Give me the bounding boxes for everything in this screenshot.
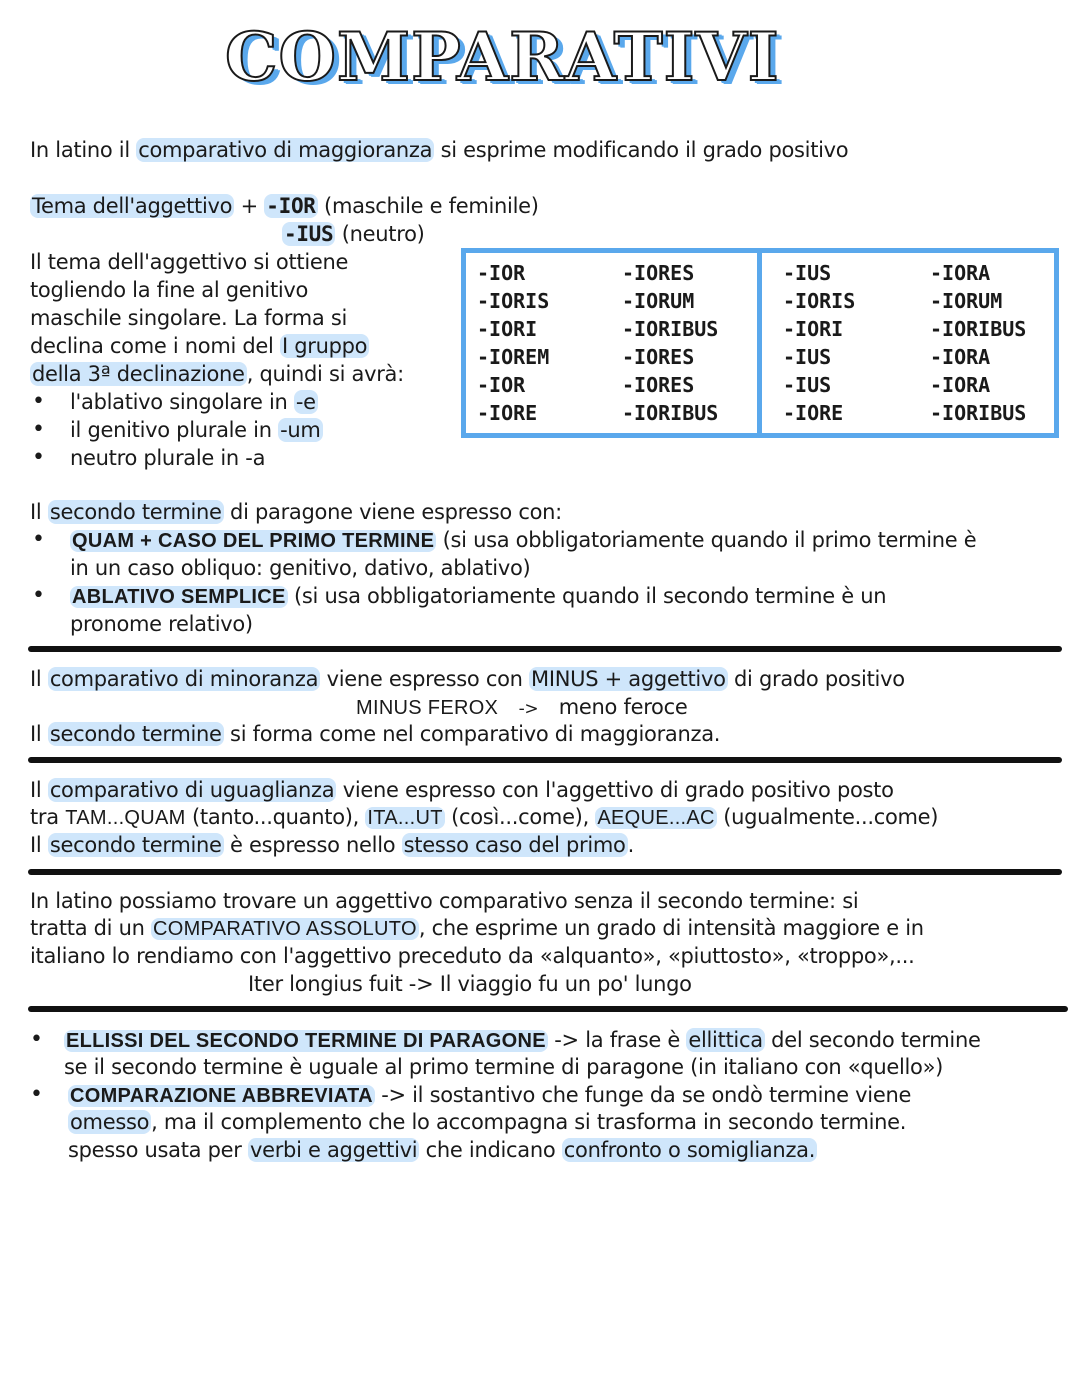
table-divider <box>757 248 762 438</box>
minoranza-pre: Il <box>30 667 48 691</box>
abbreviata-line-3 <box>68 1136 817 1164</box>
minus-aggettivo-highlight: MINUS + aggettivo <box>531 667 726 691</box>
uguaglianza-l3-mid: è espresso nello <box>223 833 402 857</box>
table-cell: -IORI <box>477 317 538 341</box>
abbreviata-line-2 <box>68 1108 906 1136</box>
table-cell: -IORUM <box>622 289 695 313</box>
assoluto-pre: tratta di un <box>30 916 151 940</box>
table-cell: -IORES <box>622 261 695 285</box>
ellissi-line-2: se il secondo termine è uguale al primo termine di paragone (in italiano con «quello») <box>64 1055 944 1079</box>
intro-text-end: si esprime modificando il grado positivo <box>434 138 849 162</box>
confronto-highlight: confronto o somiglianza. <box>563 1138 816 1162</box>
table-cell: -IORIBUS <box>622 401 719 425</box>
secondo-heading <box>30 498 562 526</box>
aeque-ac: AEQUE...AC <box>597 807 715 829</box>
abbreviata-l3-mid: che indicano <box>419 1138 562 1162</box>
tema-ius: -IUS <box>284 222 334 246</box>
divider <box>28 646 1062 652</box>
tema-desc-4 <box>30 332 369 360</box>
tema-bullet-1-text: l'ablativo singolare in <box>70 390 294 414</box>
tanto-quanto: (tanto...quanto), <box>185 805 366 829</box>
tema-desc-1: Il tema dell'aggettivo si ottiene <box>30 250 349 274</box>
uguaglianza-pre: Il <box>30 778 48 802</box>
tema-desc-3: maschile singolare. La forma si <box>30 306 348 330</box>
uguaglianza-post: viene espresso con l'aggettivo di grado positivo posto <box>336 778 894 802</box>
table-cell: -IORI <box>783 317 844 341</box>
tam-quam: TAM...QUAM <box>65 807 186 829</box>
bullet-icon: • <box>32 445 45 470</box>
divider <box>28 1006 1068 1012</box>
table-cell: -IORIBUS <box>622 317 719 341</box>
table-cell: -IORIS <box>477 289 550 313</box>
assoluto-post: , che esprime un grado di intensità maggiore e in <box>418 916 924 940</box>
assoluto-line-2 <box>30 914 924 943</box>
uguaglianza-l3-highlight: secondo termine <box>49 833 222 857</box>
bullet-icon: • <box>30 1027 43 1052</box>
minoranza-l3-post: si forma come nel comparativo di maggioranza. <box>223 722 721 746</box>
tema-bullet-3: neutro plurale in -a <box>70 446 266 470</box>
ellissi-label: ELLISSI DEL SECONDO TERMINE DI PARAGONE <box>66 1030 546 1052</box>
table-cell: -IORA <box>930 345 991 369</box>
table-cell: -IORE <box>783 401 844 425</box>
quam-label: QUAM + CASO DEL PRIMO TERMINE <box>72 530 435 552</box>
ellissi-mid: -> la frase è <box>547 1028 687 1052</box>
table-cell: -IORIBUS <box>930 401 1027 425</box>
minoranza-line-3 <box>30 720 720 748</box>
stesso-caso-highlight: stesso caso del primo <box>403 833 626 857</box>
uguaglianza-line-2 <box>30 803 938 832</box>
secondo-bullet-2 <box>70 582 886 611</box>
table-cell: -IUS <box>783 345 832 369</box>
tema-desc-5 <box>30 360 404 388</box>
tema-bullet-2-text: il genitivo plurale in <box>70 418 279 442</box>
tema-desc-5-highlight: della 3ª declinazione <box>32 362 245 386</box>
intro-text: In latino il <box>30 138 137 162</box>
secondo-pre: Il <box>30 500 48 524</box>
secondo-bullet-1 <box>70 526 976 555</box>
table-cell: -IORUM <box>930 289 1003 313</box>
meno-feroce: meno feroce <box>558 695 688 719</box>
bullet-icon: • <box>30 1082 43 1107</box>
abbreviata-l3-pre: spesso usata per <box>68 1138 248 1162</box>
intro-highlight: comparativo di maggioranza <box>138 138 433 162</box>
quam-rest: (si usa obbligatoriamente quando il primo termine è <box>436 528 977 552</box>
tema-ior-note: (maschile e feminile) <box>324 194 539 218</box>
uguaglianza-line <box>30 776 894 804</box>
abbreviata-l2-post: , ma il complemento che lo accompagna si trasforma in secondo termine. <box>151 1110 907 1134</box>
bullet-icon: • <box>32 527 45 552</box>
table-cell: -IORE <box>477 401 538 425</box>
secondo-bullet-1-l2: in un caso obliquo: genitivo, dativo, ablativo) <box>70 556 531 580</box>
assoluto-line-3: italiano lo rendiamo con l'aggettivo preceduto da «alquanto», «piuttosto», «troppo»,... <box>30 944 915 968</box>
tema-ior: -IOR <box>266 194 316 218</box>
table-cell: -IORA <box>930 373 991 397</box>
uguaglianza-l3-pre: Il <box>30 833 48 857</box>
table-cell: -IOR <box>477 261 526 285</box>
uguaglianza-highlight: comparativo di uguaglianza <box>49 778 335 802</box>
tema-ius-note: (neutro) <box>341 222 425 246</box>
table-cell: -IORIBUS <box>930 317 1027 341</box>
uguaglianza-tra: tra <box>30 805 66 829</box>
table-cell: -IOREM <box>477 345 550 369</box>
assoluto-example: Iter longius fuit -> Il viaggio fu un po' lungo <box>248 972 692 996</box>
bullet-icon: • <box>32 583 45 608</box>
tema-bullet-1-highlight: -e <box>295 390 316 414</box>
ellissi-line-1 <box>64 1026 981 1055</box>
minoranza-l3-pre: Il <box>30 722 48 746</box>
ellissi-post: del secondo termine <box>764 1028 981 1052</box>
tema-ius-line <box>282 220 425 248</box>
assoluto-line-1: In latino possiamo trovare un aggettivo comparativo senza il secondo termine: si <box>30 889 859 913</box>
tema-label: Tema dell'aggettivo <box>32 194 233 218</box>
ugualmente-come: (ugualmente...come) <box>716 805 939 829</box>
uguaglianza-line-3 <box>30 831 634 859</box>
tema-bullet-2 <box>70 416 323 444</box>
secondo-post: di paragone viene espresso con: <box>223 500 562 524</box>
table-cell: -IORA <box>930 261 991 285</box>
abbreviata-post: -> il sostantivo che funge da se ondò termine viene <box>374 1083 912 1107</box>
tema-desc-4-highlight: I gruppo <box>281 334 368 358</box>
page-title: COMPARATIVI <box>225 18 780 96</box>
abbreviata-label: COMPARAZIONE ABBREVIATA <box>70 1085 373 1107</box>
tema-desc-5-text: , quindi si avrà: <box>246 362 404 386</box>
table-cell: -IUS <box>783 261 832 285</box>
table-cell: -IUS <box>783 373 832 397</box>
minoranza-l3-highlight: secondo termine <box>49 722 222 746</box>
table-cell: -IORIS <box>783 289 856 313</box>
ablativo-rest: (si usa obbligatoriamente quando il secondo termine è un <box>287 584 887 608</box>
tema-plus: + <box>240 194 258 218</box>
tema-line <box>30 192 539 220</box>
abbreviata-line-1 <box>68 1081 911 1110</box>
tema-bullet-1 <box>70 388 318 416</box>
divider <box>28 869 1062 875</box>
tema-desc-4-text: declina come i nomi del <box>30 334 280 358</box>
secondo-highlight: secondo termine <box>49 500 222 524</box>
bullet-icon: • <box>32 417 45 442</box>
secondo-bullet-2-l2: pronome relativo) <box>70 612 253 636</box>
ellittica-highlight: ellittica <box>688 1028 763 1052</box>
verbi-aggettivi-highlight: verbi e aggettivi <box>249 1138 418 1162</box>
uguaglianza-l3-post: . <box>627 833 634 857</box>
minoranza-post: di grado positivo <box>727 667 905 691</box>
tema-bullet-2-highlight: -um <box>280 418 321 442</box>
minoranza-highlight: comparativo di minoranza <box>49 667 319 691</box>
minoranza-example <box>356 693 687 723</box>
table-cell: -IORES <box>622 373 695 397</box>
ita-ut: ITA...UT <box>367 807 443 829</box>
table-cell: -IORES <box>622 345 695 369</box>
minoranza-line <box>30 665 905 693</box>
intro-line <box>30 136 848 164</box>
minus-ferox: MINUS FEROX <box>356 697 499 719</box>
tema-desc-2: togliendo la fine al genitivo <box>30 278 309 302</box>
divider <box>28 757 1062 763</box>
arrow-icon: -> <box>518 699 539 719</box>
minoranza-mid: viene espresso con <box>320 667 530 691</box>
bullet-icon: • <box>32 389 45 414</box>
cosi-come: (così...come), <box>444 805 596 829</box>
table-cell: -IOR <box>477 373 526 397</box>
ablativo-label: ABLATIVO SEMPLICE <box>72 586 286 608</box>
omesso-highlight: omesso <box>70 1110 150 1134</box>
comparativo-assoluto: COMPARATIVO ASSOLUTO <box>152 918 417 940</box>
